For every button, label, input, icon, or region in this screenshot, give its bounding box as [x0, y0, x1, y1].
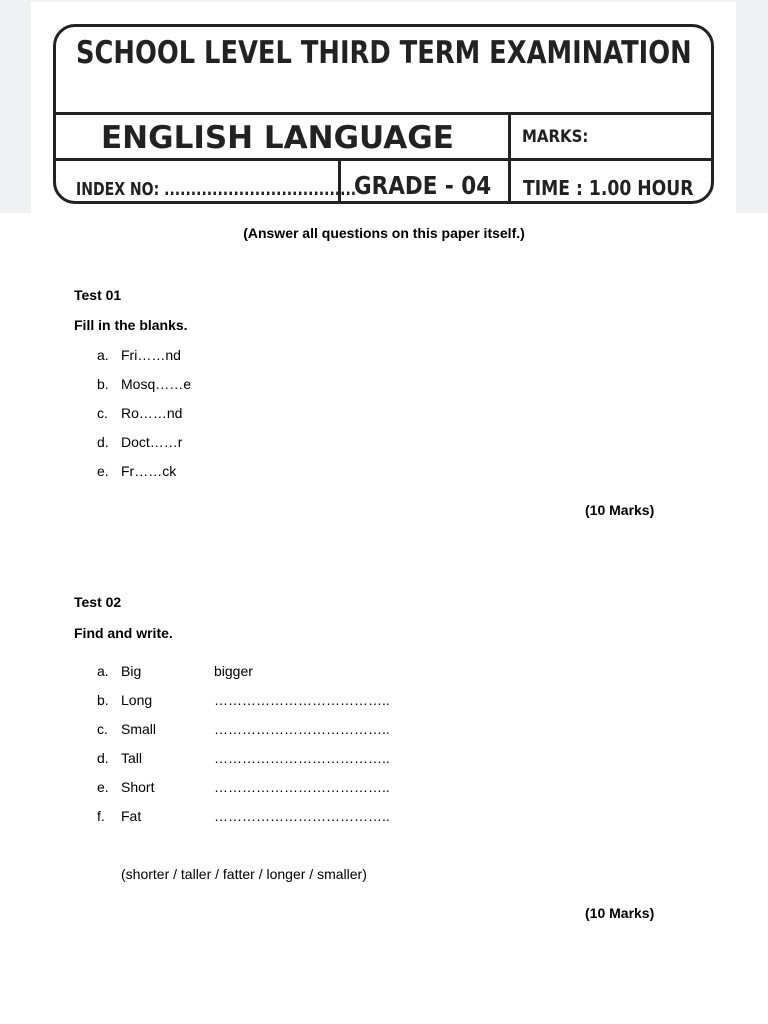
item-letter: a. — [97, 663, 109, 679]
general-instruction: (Answer all questions on this paper itself.) — [243, 225, 525, 241]
header-vertical-divider-marks — [508, 113, 511, 204]
item-word: Long — [121, 692, 153, 708]
index-number-field: INDEX NO: .................................... — [76, 179, 357, 200]
item-letter: c. — [97, 721, 108, 737]
blank-word: Doct……r — [121, 434, 183, 450]
header-divider-1 — [56, 112, 711, 115]
answer-blank: ……………………………….. — [214, 808, 390, 824]
item-word: Short — [121, 779, 155, 795]
item-letter: b. — [97, 692, 109, 708]
marks-label: MARKS: — [522, 127, 589, 147]
item-answer: bigger — [214, 663, 253, 679]
answer-blank: ……………………………….. — [214, 692, 390, 708]
item-word: Tall — [121, 750, 143, 766]
grade-label: GRADE - 04 — [354, 171, 492, 200]
item-letter: e. — [97, 779, 109, 795]
item-letter: d. — [97, 434, 109, 450]
test-01-marks: (10 Marks) — [585, 502, 655, 518]
blank-word: Ro……nd — [121, 405, 183, 421]
blank-word: Fri……nd — [121, 347, 181, 363]
test-02-instruction: Find and write. — [74, 625, 173, 641]
school-exam-title: SCHOOL LEVEL THIRD TERM EXAMINATION — [76, 35, 692, 71]
item-letter: f. — [97, 808, 105, 824]
blank-word: Fr……ck — [121, 463, 177, 479]
answer-blank: ……………………………….. — [214, 750, 390, 766]
item-letter: d. — [97, 750, 109, 766]
test-02-marks: (10 Marks) — [585, 905, 655, 921]
test-01-title: Test 01 — [74, 287, 122, 303]
item-letter: a. — [97, 347, 109, 363]
item-word: Fat — [121, 808, 142, 824]
time-label: TIME : 1.00 HOUR — [523, 176, 694, 200]
answer-blank: ……………………………….. — [214, 779, 390, 795]
answer-blank: ……………………………….. — [214, 721, 390, 737]
item-letter: e. — [97, 463, 109, 479]
item-letter: c. — [97, 405, 108, 421]
word-bank: (shorter / taller / fatter / longer / smaller) — [121, 866, 367, 882]
header-divider-2 — [56, 158, 711, 161]
test-01-instruction: Fill in the blanks. — [74, 317, 188, 333]
test-02-title: Test 02 — [74, 594, 122, 610]
item-word: Small — [121, 721, 157, 737]
item-word: Big — [121, 663, 142, 679]
blank-word: Mosq……e — [121, 376, 192, 392]
subject-title: ENGLISH LANGUAGE — [101, 120, 454, 156]
exam-header-box — [53, 24, 714, 204]
item-letter: b. — [97, 376, 109, 392]
